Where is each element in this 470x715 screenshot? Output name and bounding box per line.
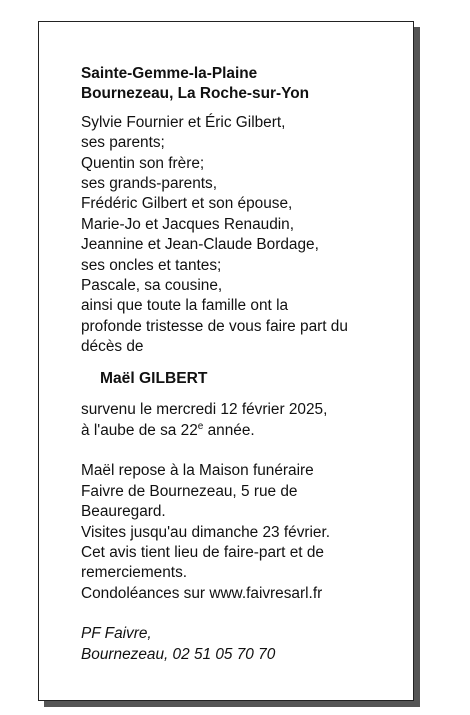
family-line: décès de [81, 338, 144, 356]
family-line: ses grands-parents, [81, 175, 218, 193]
funeral-home-signature [81, 624, 401, 665]
obituary-notice-card [38, 21, 414, 701]
family-line: profonde tristesse de vous faire part du [81, 317, 348, 335]
death-date-line: survenu le mercredi 12 février 2025, [81, 401, 328, 419]
signature-line: Bournezeau, 02 51 05 70 70 [81, 645, 276, 663]
family-line: Pascale, sa cousine, [81, 277, 223, 295]
notice-content [81, 64, 401, 665]
locality-line: Sainte-Gemme-la-Plaine [81, 65, 258, 82]
signature-line: PF Faivre, [81, 625, 152, 643]
visitation-details [81, 461, 401, 604]
details-line: Cet avis tient lieu de faire-part et de [81, 543, 324, 561]
age-prefix: à l'aube de sa 22 [81, 421, 198, 439]
family-line: Sylvie Fournier et Éric Gilbert, [81, 113, 286, 131]
details-line: Condoléances sur www.faivresarl.fr [81, 584, 323, 602]
family-line: ainsi que toute la famille ont la [81, 297, 289, 315]
details-line: remerciements. [81, 564, 188, 582]
family-line: Frédéric Gilbert et son épouse, [81, 195, 293, 213]
family-announcement [81, 113, 401, 358]
details-line: Beauregard. [81, 503, 166, 521]
age-ordinal-suffix: e [197, 420, 204, 432]
locality-line: Bournezeau, La Roche-sur-Yon [81, 85, 310, 103]
family-line: Quentin son frère; [81, 154, 205, 172]
locality-heading [81, 64, 401, 105]
death-age-line [81, 421, 401, 441]
deceased-name: Maël GILBERT [100, 369, 208, 387]
family-line: ses oncles et tantes; [81, 256, 222, 274]
family-line: Marie-Jo et Jacques Renaudin, [81, 215, 295, 233]
age-suffix: année. [203, 421, 255, 439]
details-line: Faivre de Bournezeau, 5 rue de [81, 482, 298, 500]
death-info [81, 400, 401, 441]
family-line: ses parents; [81, 134, 165, 152]
details-line: Visites jusqu'au dimanche 23 février. [81, 523, 331, 541]
details-line: Maël repose à la Maison funéraire [81, 462, 314, 480]
family-line: Jeannine et Jean-Claude Bordage, [81, 236, 319, 254]
spacer [81, 441, 401, 461]
